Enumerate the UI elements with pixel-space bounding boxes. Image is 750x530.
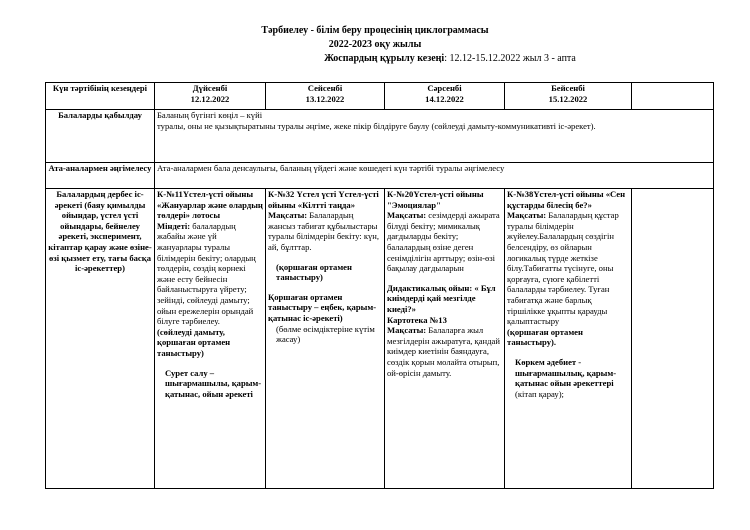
thursday-activity: К-№38Үстел-үсті ойыны «Сен құстарды білесің бе?» Мақсаты: Балалардың құстар туралы білімдерін жүйелеу.Балалардың сөздігін белсендіру, өз ойларын логикалық түрде жеткізе білу.Табиғатты түсінуге, оны қорғауға, сүюге қабілетті балаларды тәрбиелеу. Туған табиғатқа және барлық тіршілікке ұқыпты қарауды қалыптастыру (қоршаған ортамен таныстыру). Көркем әдебиет - шығармашылық, қарым-қатынас ойын әрекеттері (кітап қарау); <box>505 189 632 489</box>
school-year: 2022-2023 оқу жылы <box>328 39 422 50</box>
header-row <box>46 83 714 110</box>
cyclogram-table <box>45 82 714 489</box>
row-reception <box>46 110 714 163</box>
day-header-monday: Дүйсенбі 12.12.2022 <box>155 83 266 110</box>
plan-period-label: Жоспардың құрылу кезеңі <box>324 53 445 64</box>
empty-activity-cell <box>632 189 714 489</box>
empty-header-cell <box>632 83 714 110</box>
day-header-tuesday: Сейсенбі 13.12.2022 <box>266 83 385 110</box>
wednesday-activity: К-№20Үстел-үсті ойыны "Эмоциялар" Мақсаты: сезімдерді ажырата білуді бекіту; мимикалық дағдыларды бекіту; балалардың өзіне деген сенімділігін арттыру; өзін-өзі бақылау дағдыларын Дидактикалық ойын: « Бұл киімдерді қай мезгілде киеді?» Картотека №13 Мақсаты: Балаларға жыл мезгілдерін ажыратуға, қандай киімдер киетінін баяндауға, сөздік қорын молайта отырып, ой-өрісін дамыту. <box>385 189 505 489</box>
row-independent-activity <box>46 189 714 489</box>
tuesday-activity: К-№32 Үстел үсті Үстел-үсті ойыны «Кілтті таңда» Мақсаты: Балалардың жансыз табиғат құбылыстары туралы білімдерін бекіту: күн, ай, бұлттар. (қоршаған ортамен таныстыру) Қоршаған ортамен таныстыру – еңбек, қарым-қатынас іс-әрекеті) (бөлме өсімдіктеріне күтім жасау) <box>266 189 385 489</box>
day-header-thursday: Бейсенбі 15.12.2022 <box>505 83 632 110</box>
row-label-parents: Ата-аналармен әңгімелесу <box>46 163 155 189</box>
row-parents <box>46 163 714 189</box>
document-title: Тәрбиелеу - білім беру процесінің циклограммасы <box>261 25 489 36</box>
plan-period-value: : 12.12-15.12.2022 жыл 3 - апта <box>444 53 576 64</box>
day-header-wednesday: Сәрсенбі 14.12.2022 <box>385 83 505 110</box>
monday-activity: К-№11Үстел-үсті ойыны «Жануарлар және олардың төлдері» лотосы Міндеті: балалардың жабайы және үй жануарлары туралы білімдерін бекіту; олардың төлдерін, сөздің көрнекі және есту бейнесін байланыстыруға үйрету; зейінді, сөйлеуді дамыту; ойын ережелерін орындай білуге тәрбиелеу. (сөйлеуді дамыту, қоршаған ортамен таныстыру) Сурет салу – шығармашылы, қарым-қатынас, ойын әрекеті <box>155 189 266 489</box>
routine-header: Күн тәртібінің кезеңдері <box>46 83 155 110</box>
row-label-activity: Балалардың дербес іс-әрекеті (баяу қимылды ойындар, үстел үсті ойындары, бейнелеу әрекеті, эксперимент, кітаптар қарау және өзіне-өзі қызмет ету, тағы басқа іс-әрекеттер) <box>46 189 155 489</box>
row-label-reception: Балаларды қабылдау <box>46 110 155 163</box>
reception-text: Баланың бүгінгі көңіл – күйі туралы, оны не қызықтыратыны туралы әңгіме, жеке пікір білдіруге баулу (сөйлеуді дамыту-коммуникативті іс-әрекет). <box>155 110 714 163</box>
parents-text: Ата-аналармен бала денсаулығы, баланың үйдегі және көшедегі күн тәртібі туралы әңгімелесу <box>155 163 714 189</box>
plan-period <box>0 53 750 64</box>
